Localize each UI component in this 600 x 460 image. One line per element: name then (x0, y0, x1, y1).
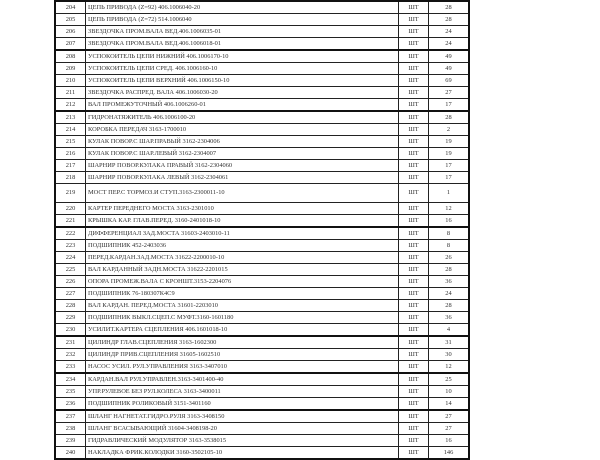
row-number: 208 (55, 50, 86, 63)
unit: ШТ (399, 447, 429, 460)
part-name: КУЛАК ПОВОР.С ШАР.ЛЕВЫЙ 3162-2304007 (86, 148, 399, 160)
row-number: 223 (55, 240, 86, 252)
row-number: 220 (55, 203, 86, 215)
part-name: ЦЕПЬ ПРИВОДА (Z=72) 514.1006040 (86, 14, 399, 26)
unit: ШТ (399, 300, 429, 312)
quantity: 12 (429, 203, 470, 215)
table-row (55, 252, 469, 264)
part-name: ПОДШИПНИК 76-180307К4С9 (86, 288, 399, 300)
unit: ШТ (399, 288, 429, 300)
row-number: 238 (55, 423, 86, 435)
part-name: ШЛАНГ ВСАСЫВАЮЩИЙ 31604-3408198-20 (86, 423, 399, 435)
quantity: 19 (429, 148, 470, 160)
table-row (55, 435, 469, 447)
table-row (55, 324, 469, 337)
unit: ШТ (399, 111, 429, 124)
table-row (55, 160, 469, 172)
unit: ШТ (399, 252, 429, 264)
table-row (55, 288, 469, 300)
row-number: 218 (55, 172, 86, 184)
quantity: 146 (429, 447, 470, 460)
table-row (55, 336, 469, 349)
quantity: 14 (429, 398, 470, 411)
part-name: ШАРНИР ПОВОР.КУЛАКА ЛЕВЫЙ 3162-2304061 (86, 172, 399, 184)
unit: ШТ (399, 276, 429, 288)
part-name: ПОДШИПНИК РОЛИКОВЫЙ 3151-3401160 (86, 398, 399, 411)
row-number: 237 (55, 410, 86, 423)
row-number: 236 (55, 398, 86, 411)
quantity: 8 (429, 240, 470, 252)
row-number: 207 (55, 38, 86, 51)
unit: ШТ (399, 184, 429, 203)
quantity: 27 (429, 87, 470, 99)
row-number: 240 (55, 447, 86, 460)
unit: ШТ (399, 99, 429, 112)
unit: ШТ (399, 410, 429, 423)
table-row (55, 1, 469, 14)
part-name: ЦИЛИНДР ПРИВ.СЦЕПЛЕНИЯ 31605-1602510 (86, 349, 399, 361)
table-row (55, 184, 469, 203)
quantity: 49 (429, 63, 470, 75)
table-row (55, 312, 469, 324)
unit: ШТ (399, 264, 429, 276)
table-row (55, 240, 469, 252)
parts-table (54, 0, 470, 460)
unit: ШТ (399, 312, 429, 324)
quantity: 28 (429, 264, 470, 276)
quantity: 25 (429, 373, 470, 386)
unit: ШТ (399, 349, 429, 361)
part-name: КОРОБКА ПЕРЕДАЧ 3163-1700010 (86, 124, 399, 136)
quantity: 17 (429, 99, 470, 112)
unit: ШТ (399, 215, 429, 228)
quantity: 24 (429, 288, 470, 300)
unit: ШТ (399, 398, 429, 411)
table-row (55, 50, 469, 63)
part-name: УПР.РУЛЕВОЕ БЕЗ РУЛ.КОЛЕСА 3163-3400011 (86, 386, 399, 398)
quantity: 28 (429, 111, 470, 124)
unit: ШТ (399, 386, 429, 398)
table-row (55, 63, 469, 75)
part-name: ОПОРА ПРОМЕЖ.ВАЛА С КРОНШТ.3153-2204076 (86, 276, 399, 288)
unit: ШТ (399, 373, 429, 386)
part-name: УСИЛИТ.КАРТЕРА СЦЕПЛЕНИЯ 406.1601018-10 (86, 324, 399, 337)
part-name: ПОДШИПНИК ВЫКЛ.СЦЕП.С МУФТ.3160-1601180 (86, 312, 399, 324)
row-number: 212 (55, 99, 86, 112)
row-number: 229 (55, 312, 86, 324)
unit: ШТ (399, 227, 429, 240)
unit: ШТ (399, 124, 429, 136)
unit: ШТ (399, 435, 429, 447)
table-row (55, 373, 469, 386)
unit: ШТ (399, 50, 429, 63)
part-name: КАРДАН.ВАЛ РУЛ.УПРАВЛЕН.3163-3401400-40 (86, 373, 399, 386)
quantity: 24 (429, 38, 470, 51)
row-number: 217 (55, 160, 86, 172)
row-number: 224 (55, 252, 86, 264)
part-name: ЦИЛИНДР ГЛАВ.СЦЕПЛЕНИЯ 3163-1602300 (86, 336, 399, 349)
quantity: 2 (429, 124, 470, 136)
quantity: 10 (429, 386, 470, 398)
quantity: 28 (429, 300, 470, 312)
unit: ШТ (399, 160, 429, 172)
quantity: 19 (429, 136, 470, 148)
quantity: 36 (429, 276, 470, 288)
quantity: 26 (429, 252, 470, 264)
table-row (55, 124, 469, 136)
table-row (55, 172, 469, 184)
quantity: 69 (429, 75, 470, 87)
unit: ШТ (399, 26, 429, 38)
part-name: ВАЛ КАРДАННЫЙ ЗАДН.МОСТА 31622-2201015 (86, 264, 399, 276)
row-number: 230 (55, 324, 86, 337)
quantity: 17 (429, 172, 470, 184)
row-number: 205 (55, 14, 86, 26)
row-number: 210 (55, 75, 86, 87)
row-number: 216 (55, 148, 86, 160)
row-number: 204 (55, 1, 86, 14)
table-row (55, 349, 469, 361)
quantity: 31 (429, 336, 470, 349)
quantity: 27 (429, 410, 470, 423)
part-name: ЦЕПЬ ПРИВОДА (Z=92) 406.1006040-20 (86, 1, 399, 14)
table-row (55, 38, 469, 51)
unit: ШТ (399, 14, 429, 26)
quantity: 16 (429, 435, 470, 447)
table-row (55, 410, 469, 423)
row-number: 228 (55, 300, 86, 312)
unit: ШТ (399, 172, 429, 184)
row-number: 219 (55, 184, 86, 203)
table-row (55, 276, 469, 288)
table-row (55, 300, 469, 312)
part-name: УСПОКОИТЕЛЬ ЦЕПИ ВЕРХНИЙ 406.1006150-10 (86, 75, 399, 87)
unit: ШТ (399, 336, 429, 349)
part-name: МОСТ ПЕР.С ТОРМОЗ.И СТУП.3163-2300011-10 (86, 184, 399, 203)
row-number: 221 (55, 215, 86, 228)
quantity: 28 (429, 1, 470, 14)
table-row (55, 361, 469, 374)
table-row (55, 14, 469, 26)
row-number: 214 (55, 124, 86, 136)
row-number: 227 (55, 288, 86, 300)
table-row (55, 215, 469, 228)
row-number: 225 (55, 264, 86, 276)
unit: ШТ (399, 136, 429, 148)
unit: ШТ (399, 423, 429, 435)
table-row (55, 264, 469, 276)
unit: ШТ (399, 240, 429, 252)
row-number: 211 (55, 87, 86, 99)
quantity: 24 (429, 26, 470, 38)
row-number: 233 (55, 361, 86, 374)
part-name: ПОДШИПНИК 452-2403036 (86, 240, 399, 252)
part-name: ЗВЕЗДОЧКА ПРОМ.ВАЛА ВЕД.406.1006018-01 (86, 38, 399, 51)
part-name: ПЕРЕД.КАРДАН.ЗАД.МОСТА 31622-2200010-10 (86, 252, 399, 264)
part-name: КАРТЕР ПЕРЕДНЕГО МОСТА 3163-2301010 (86, 203, 399, 215)
part-name: НАКЛАДКА ФРИК.КОЛОДКИ 3160-3502105-10 (86, 447, 399, 460)
quantity: 12 (429, 361, 470, 374)
quantity: 17 (429, 160, 470, 172)
unit: ШТ (399, 203, 429, 215)
row-number: 226 (55, 276, 86, 288)
row-number: 222 (55, 227, 86, 240)
row-number: 232 (55, 349, 86, 361)
row-number: 231 (55, 336, 86, 349)
unit: ШТ (399, 63, 429, 75)
table-row (55, 148, 469, 160)
part-name: ЗВЕЗДОЧКА РАСПРЕД. ВАЛА 406.1006030-20 (86, 87, 399, 99)
quantity: 27 (429, 423, 470, 435)
unit: ШТ (399, 324, 429, 337)
table-row (55, 111, 469, 124)
part-name: ШЛАНГ НАГНЕТАТ.ГИДРО.РУЛЯ 3163-3408150 (86, 410, 399, 423)
table-row (55, 87, 469, 99)
part-name: ВАЛ ПРОМЕЖУТОЧНЫЙ 406.1006260-01 (86, 99, 399, 112)
row-number: 209 (55, 63, 86, 75)
unit: ШТ (399, 87, 429, 99)
quantity: 28 (429, 14, 470, 26)
table-row (55, 227, 469, 240)
row-number: 213 (55, 111, 86, 124)
part-name: ШАРНИР ПОВОР.КУЛАКА ПРАВЫЙ 3162-2304060 (86, 160, 399, 172)
quantity: 1 (429, 184, 470, 203)
row-number: 206 (55, 26, 86, 38)
row-number: 235 (55, 386, 86, 398)
table-row (55, 75, 469, 87)
quantity: 49 (429, 50, 470, 63)
unit: ШТ (399, 361, 429, 374)
unit: ШТ (399, 38, 429, 51)
row-number: 215 (55, 136, 86, 148)
part-name: ВАЛ КАРДАН. ПЕРЕД.МОСТА 31601-2203010 (86, 300, 399, 312)
part-name: КРЫШКА КАР. ГЛАВ.ПЕРЕД. 3160-2401018-10 (86, 215, 399, 228)
table-row (55, 447, 469, 460)
table-row (55, 203, 469, 215)
part-name: КУЛАК ПОВОР.С ШАР.ПРАВЫЙ 3162-2304006 (86, 136, 399, 148)
part-name: ДИФФЕРЕНЦИАЛ ЗАД.МОСТА 31603-2403010-11 (86, 227, 399, 240)
part-name: ГИДРАВЛИЧЕСКИЙ МОДУЛЯТОР 3163-3538015 (86, 435, 399, 447)
table-row (55, 398, 469, 411)
part-name: УСПОКОИТЕЛЬ ЦЕПИ НИЖНИЙ 406.1006170-10 (86, 50, 399, 63)
unit: ШТ (399, 75, 429, 87)
table-row (55, 423, 469, 435)
unit: ШТ (399, 148, 429, 160)
table-row (55, 99, 469, 112)
table-row (55, 26, 469, 38)
quantity: 36 (429, 312, 470, 324)
quantity: 4 (429, 324, 470, 337)
part-name: УСПОКОИТЕЛЬ ЦЕПИ СРЕД. 406.1006160-10 (86, 63, 399, 75)
part-name: ГИДРОНАТЯЖИТЕЛЬ 406.1006100-20 (86, 111, 399, 124)
quantity: 30 (429, 349, 470, 361)
row-number: 239 (55, 435, 86, 447)
quantity: 8 (429, 227, 470, 240)
unit: ШТ (399, 1, 429, 14)
part-name: НАСОС УСИЛ. РУЛ.УПРАВЛЕНИЯ 3163-3407010 (86, 361, 399, 374)
part-name: ЗВЕЗДОЧКА ПРОМ.ВАЛА ВЕД.406.1006035-01 (86, 26, 399, 38)
table-row (55, 136, 469, 148)
row-number: 234 (55, 373, 86, 386)
quantity: 16 (429, 215, 470, 228)
table-row (55, 386, 469, 398)
